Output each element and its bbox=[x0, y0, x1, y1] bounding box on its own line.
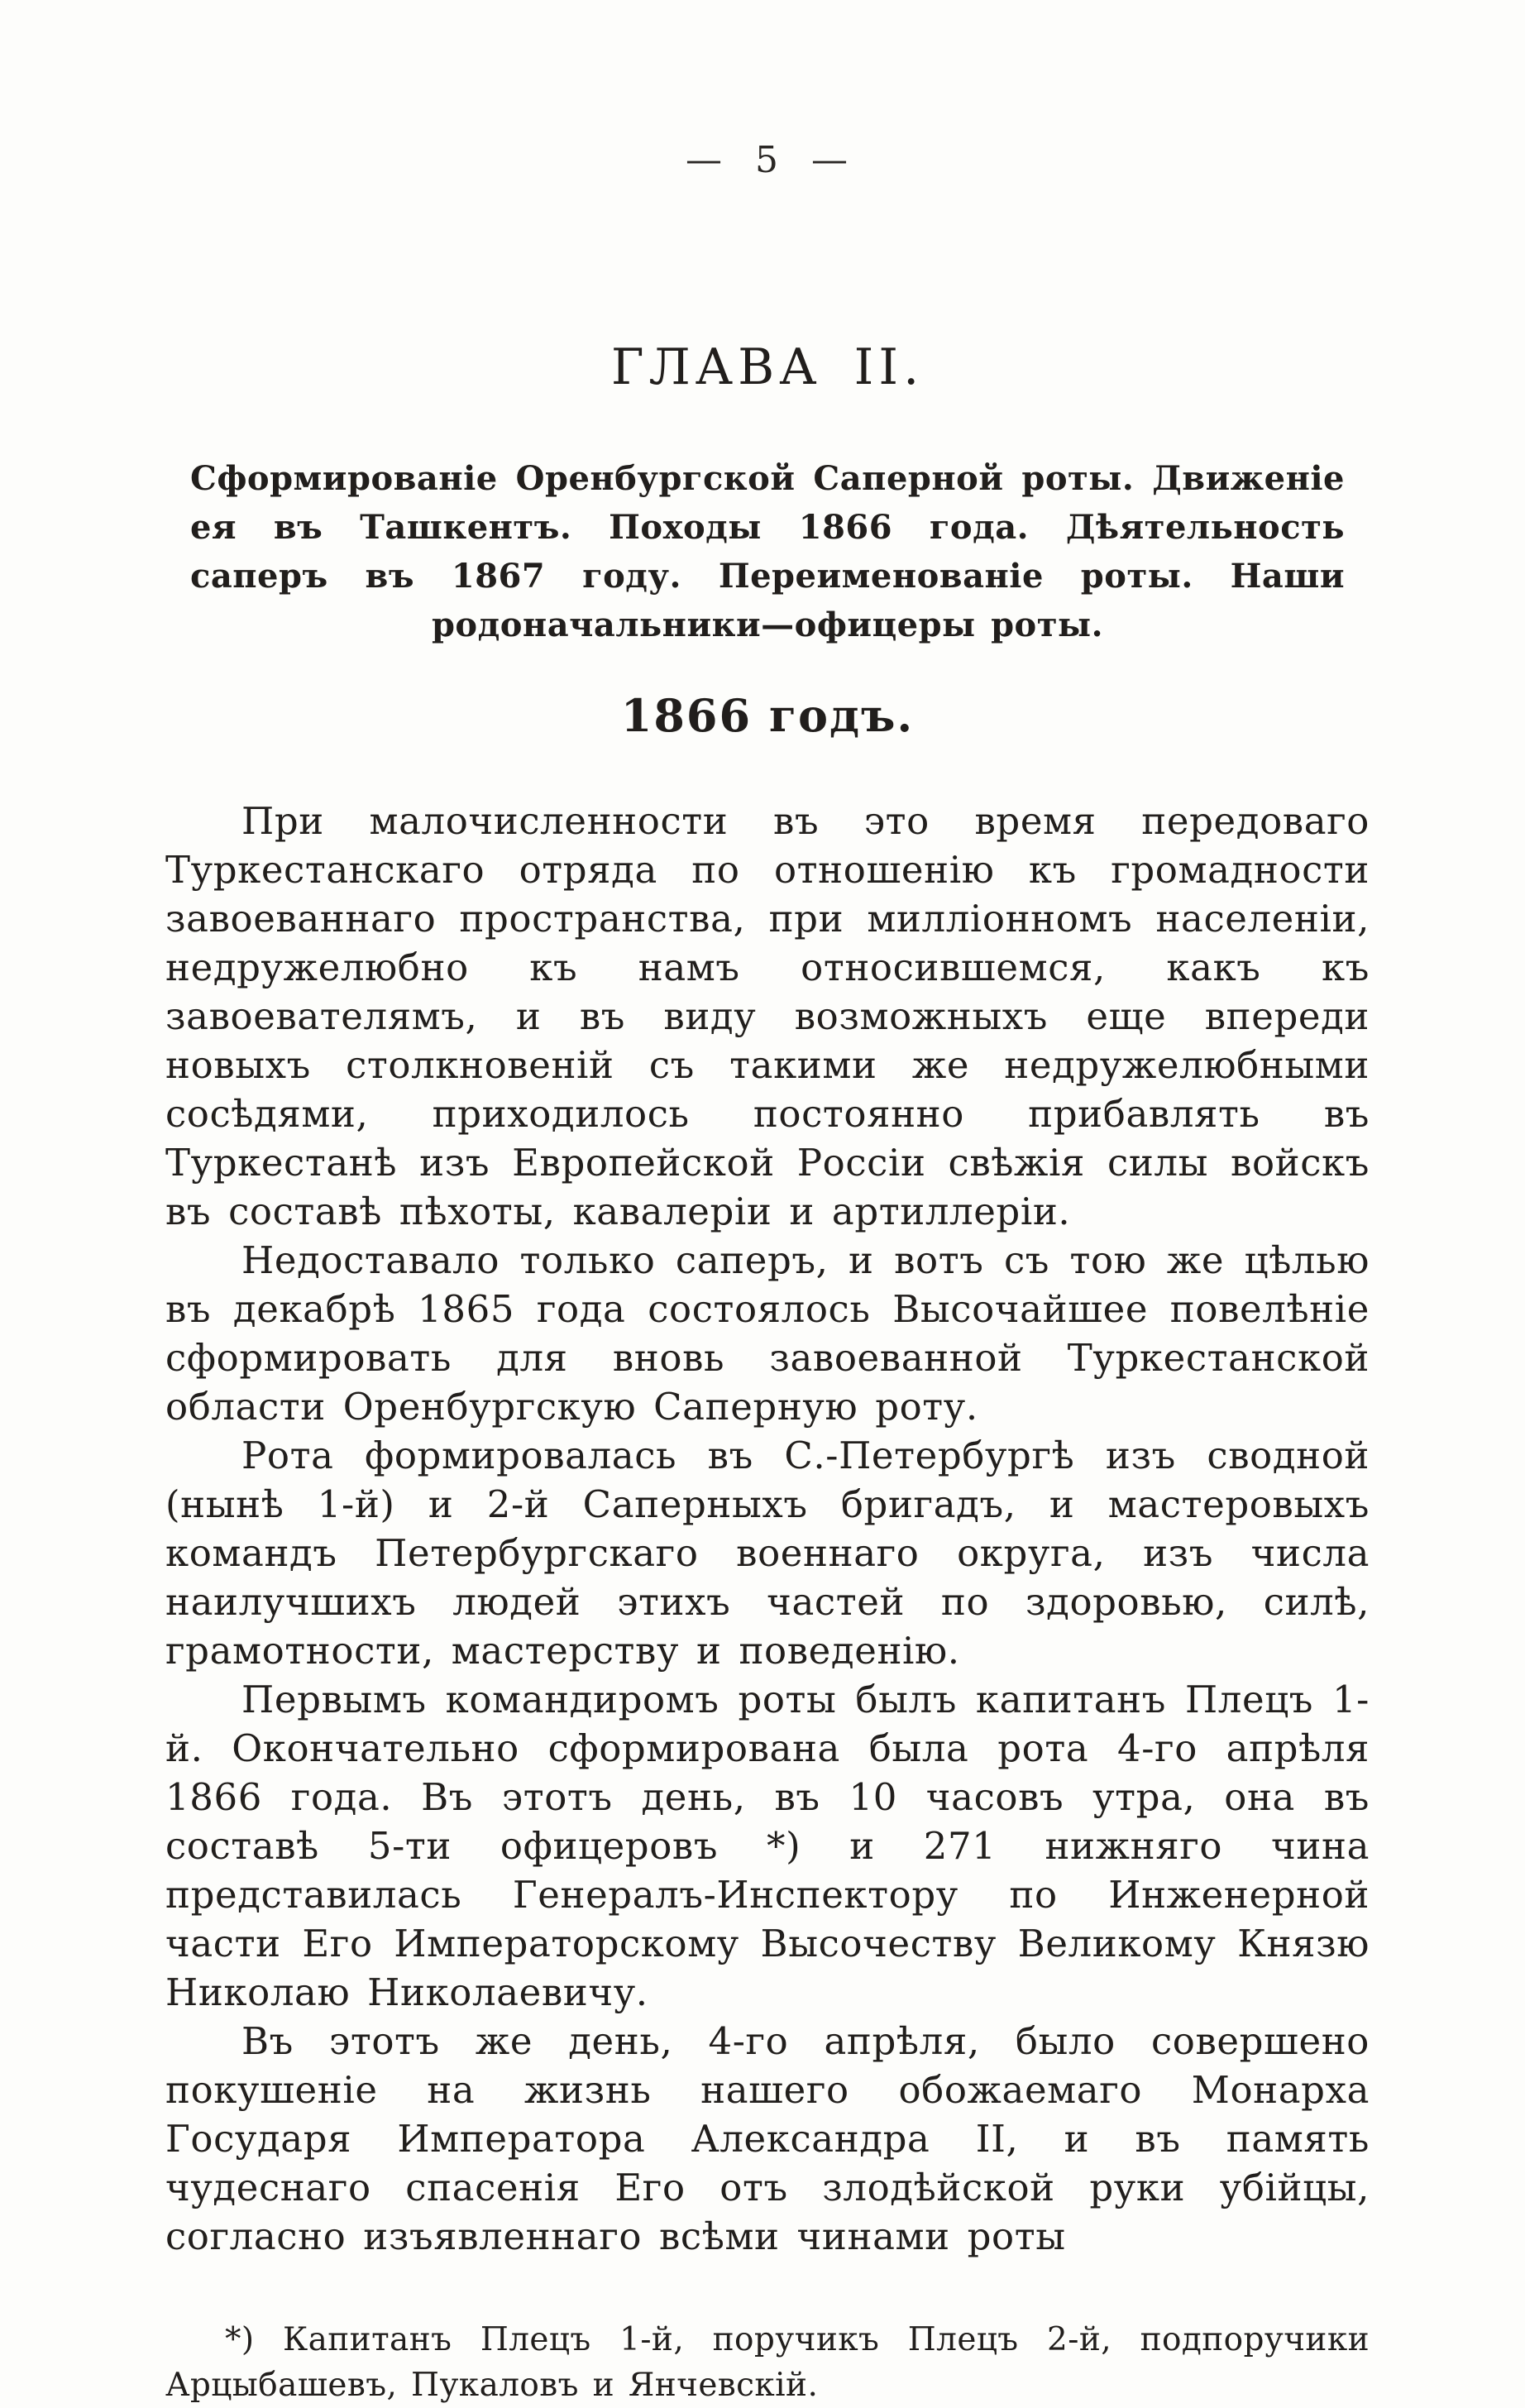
section-heading: 1866 годъ. bbox=[620, 689, 915, 742]
body-paragraph: Въ этотъ же день, 4-го апрѣля, было совершено покушеніе на жизнь нашего обожаемаго Монарха Государя Императора Александра II, и въ память чудеснаго спасенія Его отъ злодѣйской руки убійцы, согласно изъявленнаго всѣми чинами роты bbox=[165, 2019, 1370, 2258]
chapter-summary: Сформированіе Оренбургской Саперной роты. Движеніе ея въ Ташкентъ. Походы 1866 года. Дѣятельность саперъ въ 1867 году. Переименованіе роты. Наши родоначальники—офицеры роты. bbox=[190, 459, 1345, 644]
body-paragraph: Первымъ командиромъ роты былъ капитанъ Плецъ 1-й. Окончательно сформирована была рота 4-го апрѣля 1866 года. Въ этотъ день, въ 10 часовъ утра, она въ составѣ 5-ти офицеровъ *) и 271 нижняго чина представилась Генералъ-Инспектору по Инженерной части Его Императорскому Высочеству Великому Князю Николаю Николаевичу. bbox=[165, 1678, 1370, 2014]
chapter-heading: ГЛАВА II. bbox=[610, 338, 925, 396]
page-number: — 5 — bbox=[686, 139, 849, 181]
body-text bbox=[165, 797, 1370, 2261]
body-paragraph: Рота формировалась въ С.-Петербургѣ изъ сводной (нынѣ 1-й) и 2-й Саперныхъ бригадъ, и мастеровыхъ командъ Петербургскаго военнаго округа, изъ числа наилучшихъ людей этихъ частей по здоровью, силѣ, грамотности, мастерству и поведенію. bbox=[165, 1434, 1370, 1673]
body-paragraph: Недоставало только саперъ, и вотъ съ тою же цѣлью въ декабрѣ 1865 года состоялось Высочайшее повелѣніе сформировать для вновь завоеванной Туркестанской области Оренбургскую Саперную роту. bbox=[165, 1238, 1370, 1429]
footnote: *) Капитанъ Плецъ 1-й, поручикъ Плецъ 2-й, подпоручики Арцыбашевъ, Пукаловъ и Янчевскій. bbox=[165, 2321, 1370, 2404]
body-paragraph: При малочисленности въ это время передоваго Туркестанскаго отряда по отношенію къ громадности завоеваннаго пространства, при милліонномъ населеніи, недружелюбно къ намъ относившемся, какъ къ завоевателямъ, и въ виду возможныхъ еще впереди новыхъ столкновеній съ такими же недружелюбными сосѣдями, приходилось постоянно прибавлять въ Туркестанѣ изъ Европейской Россіи свѣжія силы войскъ въ составѣ пѣхоты, кавалеріи и артиллеріи. bbox=[165, 799, 1370, 1233]
